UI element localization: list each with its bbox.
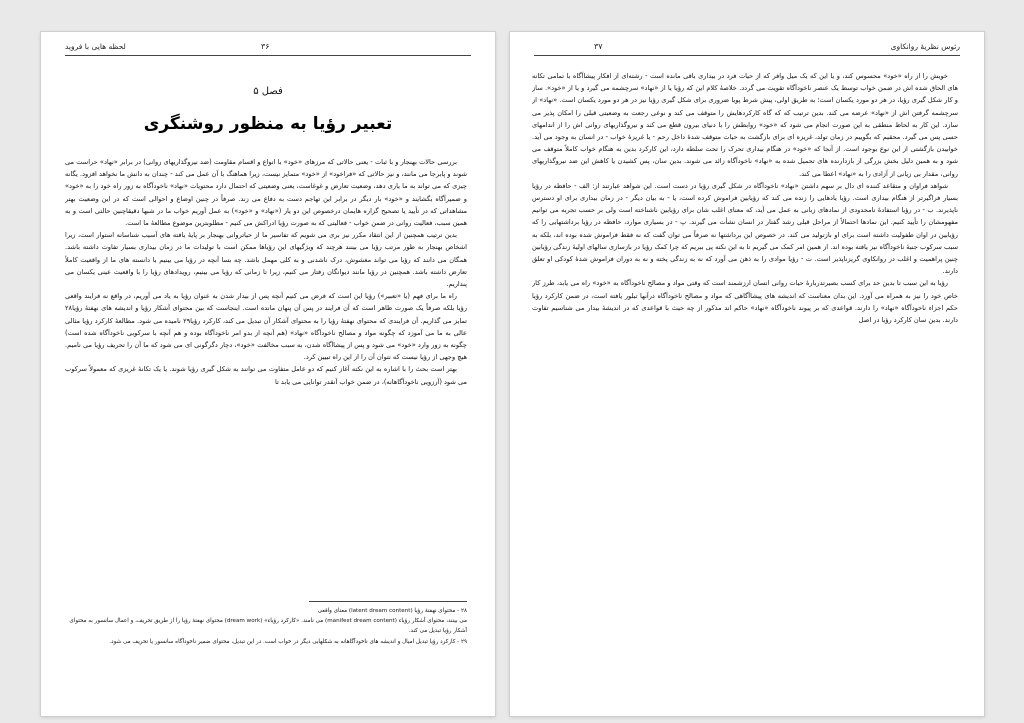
paragraph: شواهد فراوان و متقاعد کننده ای دال بر سهم داشتن «نهاد» ناخودآگاه در شکل گیری رؤیا در دست است. این شواهد عبارتند از: الف - حافظه در رؤیا بسیار فراگیرتر از هنگام بیداری است. رؤیا یادهایی را زنده می کند که رؤیابین فراموش کرده است، یا - به بیان دیگر - در زمان بیداری برای او دسترس ناپذیرند. ب - در رؤیا استفادهٔ نامحدودی از نمادهای زبانی به عمل می آید، که معنای اغلب شان برای رؤیابین ناشناخته است ولی بر حسب تجربه می توانیم مفهومشان را تأیید کنیم. این نمادها احتمالاً از مراحل قبلی رشد گفتار در انسان نشأت می گیرند. پ - در بسیاری موارد، حافظه در رؤیا برداشتهایی را که رؤیابین در اوان طفولیت داشته است برای او بازتولید می کند. در خصوص این برداشتها نه صرفاً می توان گفت که نه فقط فراموش شده بوده اند، بلکه به سبب سرکوب جنبهٔ ناخودآگاه نیز یافته بوده اند. از همین امر کمک می گیریم تا به این نکته پی ببریم که چرا کمک رؤیا در بازسازی سالهای اولیهٔ زندگی رؤیابین چنین پراهمیت و اغلب در روانکاوی گریزناپذیر است. ت - رؤیا موادی را به ذهن می آورد که نه به زندگی پخته و نه به دوران فراموش شدهٔ کودکی او تعلق دارند. xyxy=(532,181,958,276)
body-text xyxy=(65,156,467,588)
running-title: لحظه هایی با فروید xyxy=(65,42,126,51)
body-text xyxy=(532,70,958,700)
page-number: ۳۶ xyxy=(261,42,270,51)
header-rule xyxy=(534,55,960,56)
right-page xyxy=(510,32,984,716)
running-title: رئوس نظریهٔ روانکاوی xyxy=(890,42,960,51)
paragraph: بدین ترتیب همچنین از این انتقاد مکرر نیز بری می شویم که تفاسیر ما از حیاتروانی بهنجار بر پایهٔ یافته های آسیب شناسانه استوار است، زیرا اشخاص بهنجار به طور مرتب رؤیا می بینند هرچند که ویژگیهای این رؤیاها ممکن است با تولیدات ما در زمان بیداری بسیار تفاوت داشته باشد. همگان می دانند که رؤیا می تواند مغشوش، درک ناشدنی و به کلی مهمل باشد. چه بسا آنچه در رؤیا می بینیم با دانسته های ما از واقعیت کاملاً تعارض داشته باشد. همچنین در رؤیا مانند دیوانگان رفتار می کنیم، زیرا تا زمانی که رؤیا می بینیم، رویدادهای رؤیا را با واقعیت عینی یکسان می پنداریم. xyxy=(65,231,467,289)
footnote: ۲۸ - محتوای نهفتهٔ رؤیا (latent dream content) معنای واقعی xyxy=(317,608,467,614)
footnote: می بینند، محتوای آشکار رؤیاء (manifest dream content) می نامند. «کارکرد رؤیاء» (dream work) محتوای نهفتهٔ رؤیا را از طریق تحریف، و اعمال سانسور به محتوای آشکار رؤیا تبدیل می کند. xyxy=(69,618,467,635)
paragraph: بهتر است بحث را با اشاره به این نکته آغاز کنیم که دو عامل متفاوت می توانند به شکل گیری رؤیا شوند. یا یک تکانهٔ غریزی که معمولاً سرکوب می شود (آرزویی ناخودآگاهانه)، در ضمن خواب آنقدر توانایی می یابد تا xyxy=(65,365,467,386)
footnotes xyxy=(65,606,467,706)
page-number: ۳۷ xyxy=(594,42,603,51)
paragraph: خویش را از راه «خود» محسوس کند، و یا این که یک میل وافر که از حیات فرد در بیداری باقی مانده است - رشته‌ای از افکار پیشاآگاه با تمامی تکانه های الحاق شده اش در ضمن خواب توسط یک عنصر ناخودآگاه تقویت می گردد. خلاصهٔ کلام این که رؤیا یا از «نهاد» سرچشمه می گیرد و یا از «خود». ساز و کار شکل گیری رؤیا، در هر دو مورد یکسان است؛ به طریق اولی، پیش شرط پویا ضروری برای شکل گیری رؤیا نیز در هر دو مورد یکسان است. «نهاد» از سرچشمه گرفتن اش از «نهاد» عرضه می کند. بدین ترتیب که که گاه کارکردهایش را متوقف می کند و نوعی رجعت به وضعیتی قبلی را امکان پذیر می سازد. این کار به لحاظ منطقی به این صورت انجام می شود که «خود» روابطش را با دنیای بیرون قطع می کند و نیروگذاریهای روانی اش را از اندامهای حسی پس می گیرد. محقیم که بگوییم در زمان تولد، غریزه ای برای بازگشت به حیات متوقف شدهٔ داخل رحم - یا غریزهٔ خواب - در انسان به وجود می آید. خوابیدن بازگشتی از این نوع بوجود است. از آنجا که «خود» در هنگام بیداری تحرک را تحت سلطه دارد، این کارکرد بدین به هنگام خواب کاملاً متوقف می شود و به همین دلیل بخش بزرگی از بازدارنده های تحمیل شده به «نهاد» ناخودآگاه زائد می شوند. بدین سان، پس کشیدن یا کاهش این ضد نیروگذاریهای روانی، مقدار بی زیانی از آزادی را به «نهاد» اعطا می کند. xyxy=(532,72,958,178)
running-header xyxy=(534,40,960,54)
header-rule xyxy=(65,55,471,56)
chapter-title: تعبیر رؤیا به منظور روشنگری xyxy=(143,114,393,134)
running-header xyxy=(65,40,471,54)
footnote: ۲۹ - کارکرد رؤیا تبدیل امیال و اندیشه های ناخودآگاهانه به شکلهایی دیگر در خواب است. در این تبدیل، محتوای ضمیر ناخودآگاه سانسور یا تحریف می شود. xyxy=(109,638,467,645)
left-page xyxy=(41,32,495,716)
paragraph: بررسی حالات بهنجار و با ثبات - یعنی حالاتی که مرزهای «خود» با انواع و اقسام مقاومت (ضد نیروگذاریهای روانی) در برابر «نهاد» حراست می شوند و پابرجا می مانند، و نیز حالاتی که «فراخود» از «خود» متمایز نیست، زیرا هماهنگ با آن عمل می کند - چندان به دانش ما نخواهد افزود. یگانه چیزی که می تواند به ما یاری دهد، وضعیت تعارض و غوغاست، یعنی وضعیتی که احتمال دارد محتویات «نهاد» ناخودآگاه به زور راه خود را به «خود» و ضمیرآگاه بگشایند و «خود» بار دیگر در برابر این تهاجم دست به دفاع می زند. صرفاً در چنین اوضاع و احوالی است که در این وضعیت بهتر مشاهداتی که در تأیید یا تصحیح گزاره هایمان درخصوص این دو یار («نهاد» و «خود») به عمل آوریم خواب ما در شبها دقیقاچنین حالتی است و به همین سبب، فعالیت روانی در ضمن خواب - فعالیتی که به صورت رؤیا ادراکش می کنیم - مطلوبترین موضوع مطالعهٔ ما است. xyxy=(65,158,467,228)
footnote-rule xyxy=(309,601,467,602)
paragraph: راه ما برای فهم (یا «تعبیر») رؤیا این است که فرض می کنیم آنچه پس از بیدار شدن به عنوان رؤیا به یاد می آوریم، در واقع نه فرایند واقعی رؤیا بلکه صرفاً یک صورت ظاهر است که آن فرایند در پس آن پنهان مانده است. اینجاست که بین محتوای آشکار رؤیا و اندیشه های نهفتهٔ رؤیا۲۸ تمایز می گذاریم. آن فرایندی که محتوای نهفتهٔ رؤیا را به محتوای آشکار آن تبدیل می کند، کارکرد رؤیا۲۹ نامیده می شود. مطالعهٔ کارکرد رؤیا مثالی عالی به ما می آموزد که چگونه مواد و مصالح ناخودآگاه «نهاد» (هم آنچه از بدو امر ناخودآگاه بوده و هم آنچه با سرکوبی ناخودآگاه شده است) چگونه به زور وارد «خود» می شود و پس از پیشاآگاه شدن، به سبب مخالفت «خود»، دچار دگرگونی ای می شود که ما آن را تحریف رؤیا می نامیم. هیچ وجهی از رؤیا نیست که نتوان آن را از این راه تبیین کرد. xyxy=(65,292,467,362)
paragraph: رؤیا به این سبب تا بدین حد برای کسب بصیرتدربارهٔ حیات روانی انسان ارزشمند است که وقتی مواد و مصالح ناخودآگاه به «خود» راه می یابد، طرز کار خاص خود را نیز به همراه می آورد. این بدان معناست که اندیشه های پیشاآگاهی که مواد و مصالح ناخودآگاه درآنها تبلور یافته است، در ضمن کارکرد رؤیا حکم اجزاء ناخودآگاه «نهاد» را دارند. قواعدی که بر پیوند ناخودآگاه «نهاد» حاکم اند مذکور از چه حیث با قواعدی که در اندیشهٔ بیدار می شناسیم تفاوت دارند. بدین سان کارکرد رؤیا در اصل xyxy=(532,279,958,325)
chapter-number: فصل ۵ xyxy=(253,86,283,97)
